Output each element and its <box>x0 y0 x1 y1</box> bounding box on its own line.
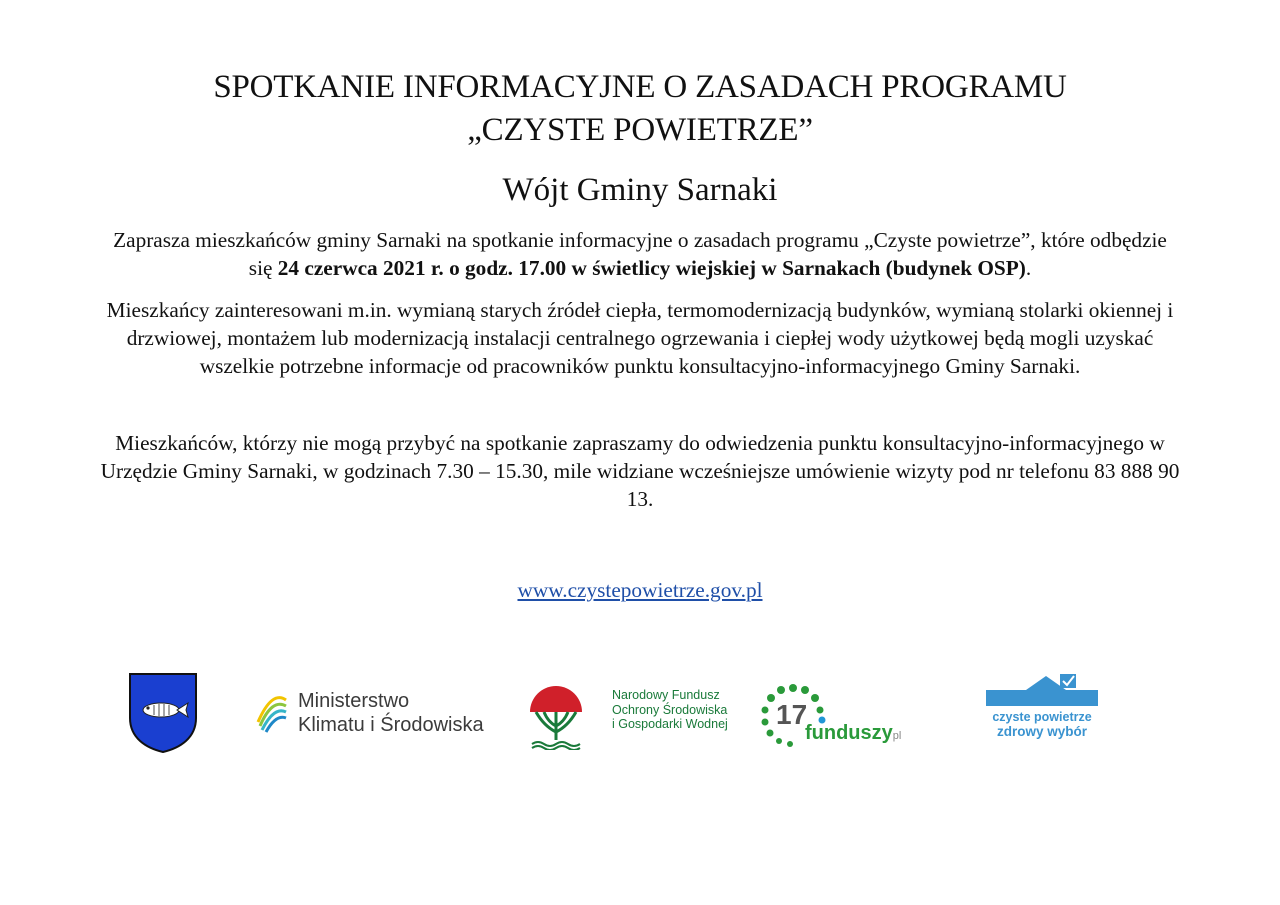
sarnaki-crest-logo <box>128 672 198 754</box>
cp-line-1: czyste powietrze <box>992 710 1092 724</box>
website-link[interactable]: www.czystepowietrze.gov.pl <box>517 578 763 602</box>
funduszy-suffix: pl <box>892 730 902 742</box>
ministry-line-1: Ministerstwo <box>298 690 410 712</box>
event-date-location: 24 czerwca 2021 r. o godz. 17.00 w świetlicy wiejskiej w Sarnakach (budynek OSP) <box>277 256 1026 280</box>
funduszy-word: funduszy <box>805 722 893 744</box>
page-title <box>0 66 1280 152</box>
nfosigw-logo-text <box>612 688 728 732</box>
cp-line-2: zdrowy wybór <box>996 724 1087 739</box>
nfosigw-line-2: Ochrony Środowiska <box>612 702 728 717</box>
ministry-logo-text <box>298 689 484 737</box>
nfosigw-emblem-icon <box>526 682 586 750</box>
info-paragraph: Mieszkańcy zainteresowani m.in. wymianą starych źródeł ciepła, termomodernizacją budynków, wymianą stolarki okiennej i drzwiowej, montażem lub modernizacją instalacji centralnego ogrzewania i ciepłej wody użytkowej będą mogli uzyskać wszelkie potrzebne informacje od pracowników punktu konsultacyjno-informacyjnego Gminy Sarnaki. <box>106 298 1174 378</box>
funduszy-number: 17 <box>776 699 808 730</box>
ministry-line-2: Klimatu i Środowiska <box>298 714 484 736</box>
invitation-paragraph <box>100 226 1180 282</box>
ministry-emblem-icon <box>254 692 290 734</box>
czyste-powietrze-house-icon <box>986 670 1098 708</box>
nfosigw-line-3: i Gospodarki Wodnej <box>612 717 728 731</box>
contact-paragraph: Mieszkańców, którzy nie mogą przybyć na spotkanie zapraszamy do odwiedzenia punktu konsultacyjno-informacyjnego w Urzędzie Gminy Sarnaki, w godzinach 7.30 – 15.30, mile widziane wcześniejsze umówienie wizyty pod nr telefonu 83 888 90 13. <box>100 431 1180 511</box>
invitation-end: . <box>1025 256 1032 280</box>
invitation-text: Zaprasza mieszkańców gminy Sarnaki na spotkanie informacyjne o zasadach programu „Czyste powietrze”, które odbędzie się <box>113 228 1167 280</box>
website-link-wrap <box>0 576 1280 604</box>
nfosigw-line-1: Narodowy Fundusz <box>612 688 720 702</box>
funduszy-wordmark <box>805 722 901 747</box>
title-line-2: „CZYSTE POWIETRZE” <box>467 112 813 148</box>
page-subtitle: Wójt Gminy Sarnaki <box>502 172 778 208</box>
title-line-1: SPOTKANIE INFORMACYJNE O ZASADACH PROGRAMU <box>213 69 1067 105</box>
